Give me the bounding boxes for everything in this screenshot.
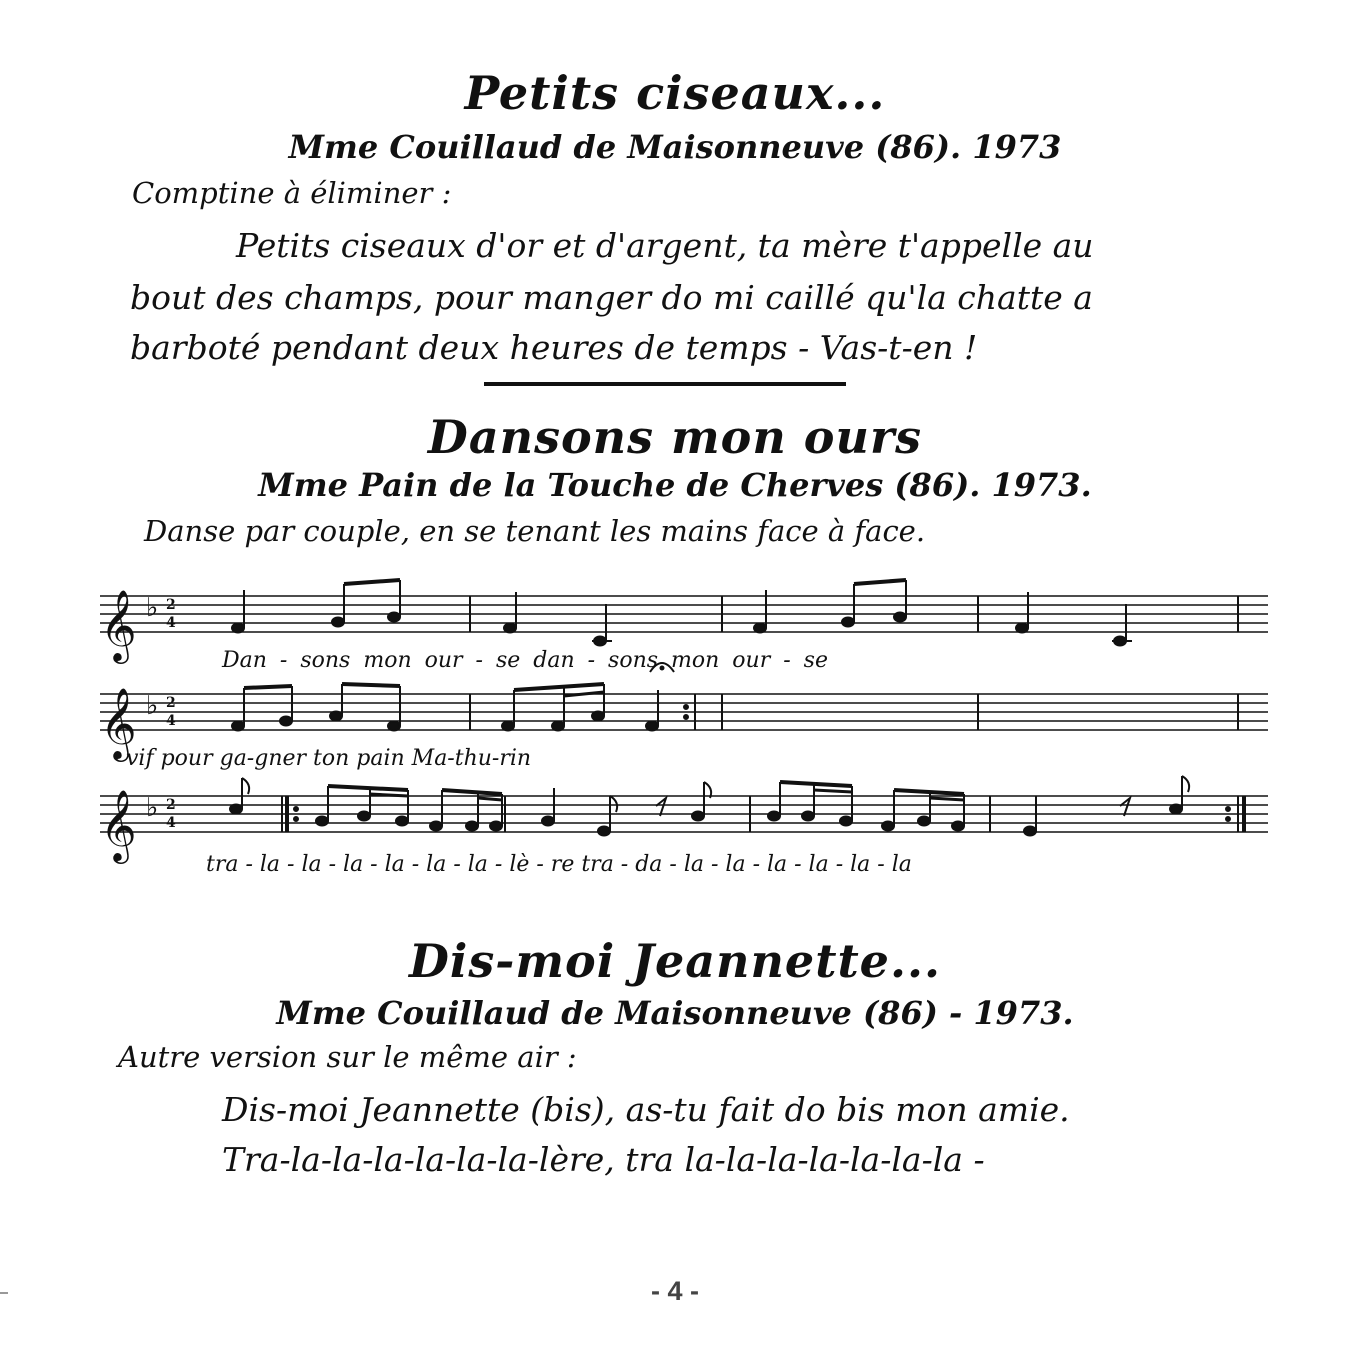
song-title-dansons-mon-ours: Dansons mon ours bbox=[427, 410, 923, 464]
svg-text:2: 2 bbox=[166, 597, 176, 613]
svg-text:2: 2 bbox=[166, 695, 176, 711]
song-title-petits-ciseaux: Petits ciseaux... bbox=[464, 66, 886, 120]
svg-text:4: 4 bbox=[166, 815, 176, 831]
song-note-3: Autre version sur le même air : bbox=[118, 1040, 577, 1074]
verse-line-2: bout des champs, pour manger do mi caillé qu'la chatte a bbox=[130, 278, 1093, 317]
verse-line-1: Petits ciseaux d'or et d'argent, ta mère t'appelle au bbox=[236, 226, 1094, 265]
svg-text:4: 4 bbox=[166, 713, 176, 729]
staff-lyrics-2: vif pour ga-gner ton pain Ma-thu-rin bbox=[126, 746, 532, 771]
svg-text:4: 4 bbox=[166, 615, 176, 631]
song-note-2: Danse par couple, en se tenant les mains face à face. bbox=[144, 514, 926, 548]
song-author-3: Mme Couillaud de Maisonneuve (86) - 1973. bbox=[276, 994, 1074, 1032]
svg-text:2: 2 bbox=[166, 797, 176, 813]
verse-line-4: Dis-moi Jeannette (bis), as-tu fait do bis mon amie. bbox=[222, 1090, 1070, 1129]
verse-line-3: barboté pendant deux heures de temps - Vas-t-en ! bbox=[130, 328, 978, 367]
song-title-dis-moi-jeannette: Dis-moi Jeannette... bbox=[409, 934, 941, 988]
page-number: - 4 - bbox=[650, 1276, 699, 1306]
treble-clef-icon: 𝄞 bbox=[100, 588, 137, 661]
edge-mark bbox=[0, 1292, 8, 1294]
svg-text:♭: ♭ bbox=[146, 593, 159, 623]
svg-text:♭: ♭ bbox=[146, 691, 159, 721]
staff-lyrics-1: Dan - sons mon our - se dan - sons mon our - se bbox=[222, 648, 828, 673]
song-note-1: Comptine à éliminer : bbox=[132, 176, 452, 210]
staff-lyrics-3: tra - la - la - la - la - la - la - lè - re tra - da - la - la - la - la - la - la bbox=[206, 852, 912, 877]
song-author-2: Mme Pain de la Touche de Cherves (86). 1973. bbox=[258, 466, 1092, 504]
song-author-1: Mme Couillaud de Maisonneuve (86). 1973 bbox=[288, 128, 1062, 166]
svg-text:♭: ♭ bbox=[146, 793, 159, 823]
treble-clef-icon: 𝄞 bbox=[100, 686, 137, 759]
verse-line-5: Tra-la-la-la-la-la-la-lère, tra la-la-la-la-la-la-la - bbox=[222, 1140, 985, 1179]
treble-clef-icon: 𝄞 bbox=[100, 788, 137, 861]
